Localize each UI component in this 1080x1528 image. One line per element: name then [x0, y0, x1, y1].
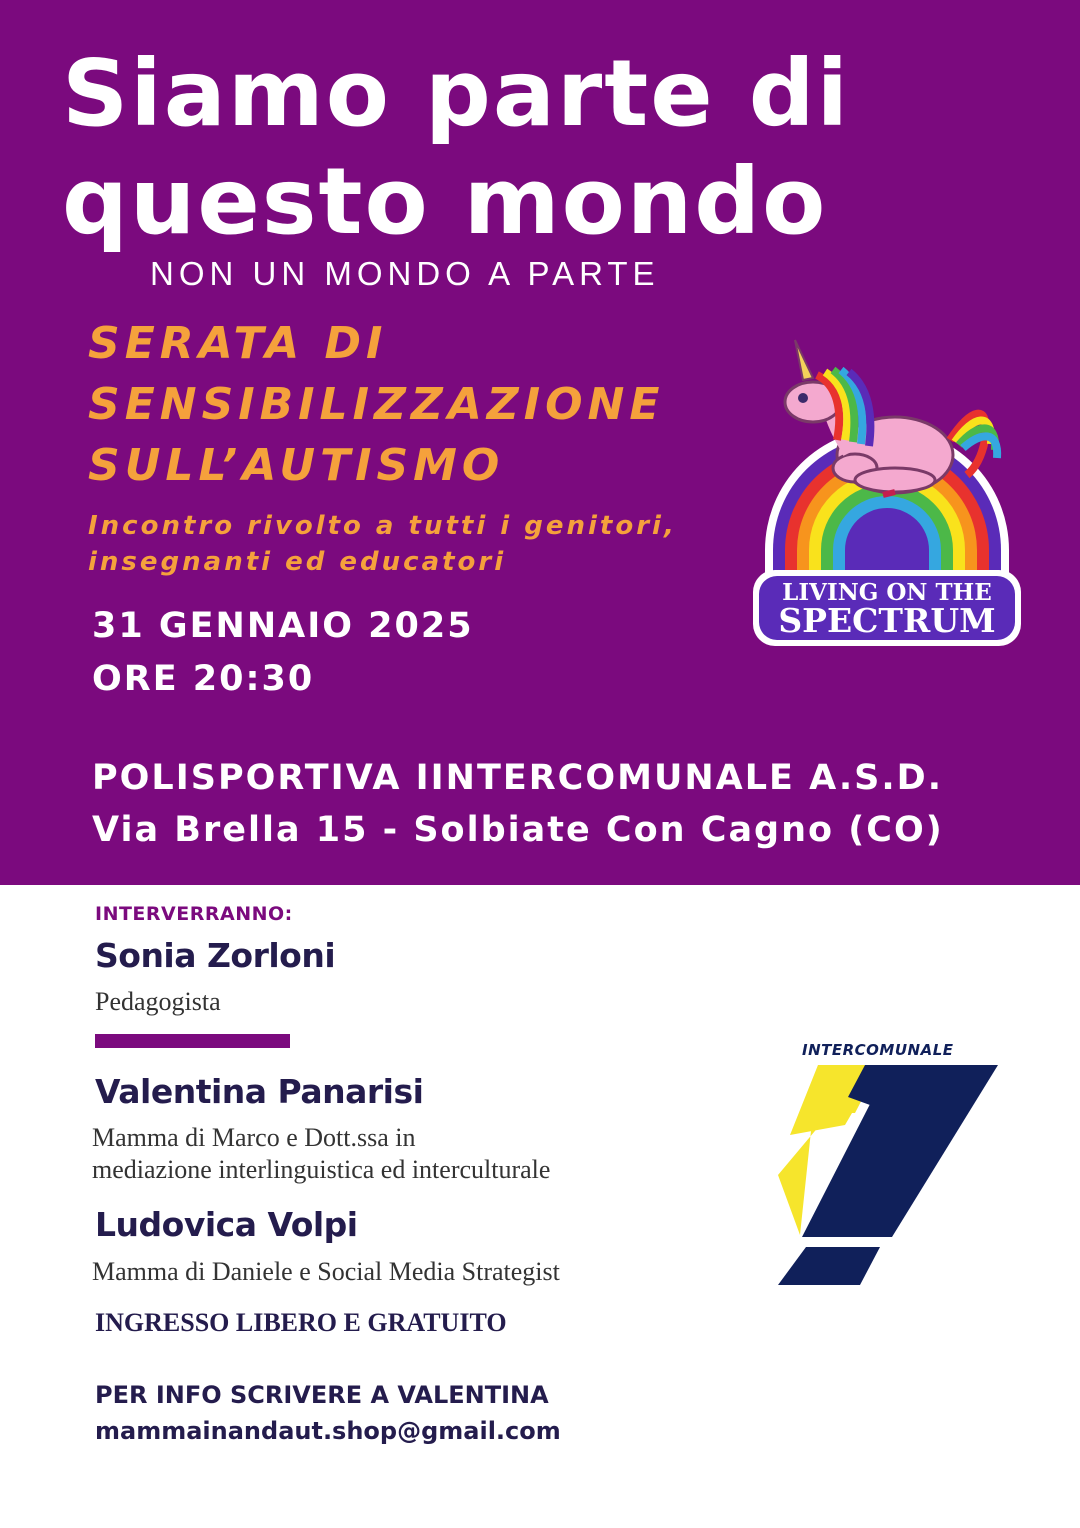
audience-text — [88, 508, 677, 580]
divider — [95, 1034, 290, 1048]
event-heading-line: SENSIBILIZZAZIONE — [88, 379, 665, 430]
badge-line-2: SPECTRUM — [778, 601, 996, 640]
speaker-role — [95, 986, 221, 1018]
badge-line-1: LIVING ON THE — [782, 579, 992, 606]
title-line-2: questo mondo — [62, 148, 828, 255]
event-heading-line: SULL’AUTISMO — [88, 440, 505, 491]
speaker-role-line: Mamma di Daniele e Social Media Strategist — [92, 1257, 560, 1286]
audience-line: insegnanti ed educatori — [88, 547, 507, 577]
venue-address: Via Brella 15 - Solbiate Con Cagno (CO) — [92, 810, 944, 850]
speaker-name: Valentina Panarisi — [95, 1072, 424, 1111]
event-time: ORE 20:30 — [92, 659, 315, 699]
info-label: PER INFO SCRIVERE A VALENTINA — [95, 1381, 549, 1409]
page-title — [62, 40, 850, 256]
speakers-label: INTERVERRANNO: — [95, 903, 293, 925]
speaker-role — [92, 1256, 560, 1288]
intercomunale-logo — [770, 1035, 1015, 1290]
contact-email[interactable]: mammainandaut.shop@gmail.com — [95, 1417, 561, 1445]
speaker-role-line: Pedagogista — [95, 987, 221, 1016]
event-heading — [88, 313, 664, 496]
venue — [92, 752, 944, 856]
entry-note: INGRESSO LIBERO E GRATUITO — [95, 1308, 507, 1337]
speaker-name: Ludovica Volpi — [95, 1205, 358, 1244]
contact-info — [95, 1377, 561, 1449]
event-datetime — [92, 600, 474, 706]
venue-name: POLISPORTIVA IINTERCOMUNALE A.S.D. — [92, 758, 944, 798]
living-on-the-spectrum-badge — [745, 330, 1030, 660]
speaker-role — [92, 1122, 550, 1186]
logo-text: INTERCOMUNALE — [802, 1041, 954, 1059]
speaker-name: Sonia Zorloni — [95, 936, 336, 975]
speaker-role-line: mediazione interlinguistica ed interculturale — [92, 1155, 551, 1184]
subtitle: NON UN MONDO A PARTE — [150, 255, 660, 292]
event-date: 31 GENNAIO 2025 — [92, 606, 474, 646]
event-heading-line: SERATA DI — [88, 318, 388, 369]
audience-line: Incontro rivolto a tutti i genitori, — [88, 511, 677, 541]
speaker-role-line: Mamma di Marco e Dott.ssa in — [92, 1123, 416, 1152]
title-line-1: Siamo parte di — [62, 40, 851, 147]
